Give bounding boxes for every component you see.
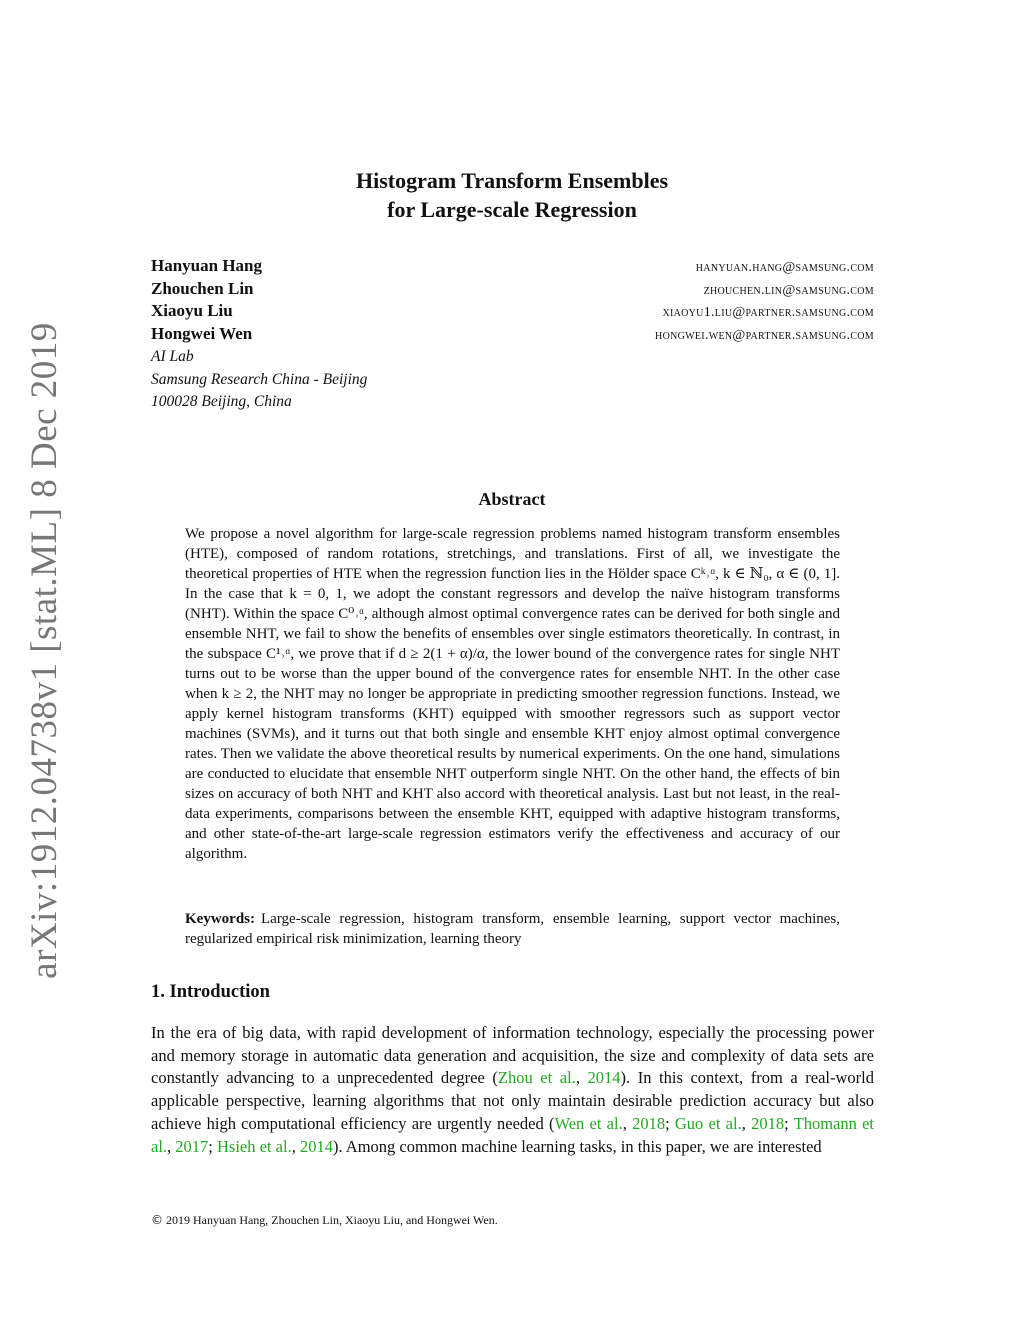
citation-link[interactable]: Wen et al. (554, 1113, 623, 1133)
author-block (151, 256, 874, 414)
affiliation-address: 100028 Beijing, China (151, 393, 292, 410)
citation-link[interactable]: Hsieh et al. (217, 1136, 292, 1156)
paper-title (0, 166, 1024, 224)
intro-text: In the era of big data, with rapid development of information technology, especially the processing power and memory storage in automatic data generation and acquisition, the size and complexity of data sets are constantly advancing to a unprecedented degree ( (151, 1023, 874, 1088)
keywords-text: Large-scale regression, histogram transform, ensemble learning, support vector machines, regularized empirical risk minimization, learning theory (185, 911, 840, 947)
affiliation-org: Samsung Research China - Beijing (151, 370, 368, 388)
citation-link[interactable]: Thomann et al. (151, 1113, 874, 1156)
abstract-text: We propose a novel algorithm for large-scale regression problems named histogram transform ensembles (HTE), composed of random rotations, stretchings, and translations. First of all, we investigate the theoretical properties of HTE when the regression function lies in the Hölder space Cᵏ˒ᵅ, k ∈ ℕ₀, α ∈ (0, 1]. In the case that k = 0, 1, we adopt the constant regressors and develop the naïve histogram transforms (NHT). Within the space C⁰˒ᵅ, although almost optimal convergence rates can be derived for both single and ensemble NHT, we fail to show the benefits of ensembles over single estimators theoretically. In contrast, in the subspace C¹˒ᵅ, we prove that if d ≥ 2(1 + α)/α, the lower bound of the convergence rates for single NHT turns out to be worse than the upper bound of the convergence rates for ensemble NHT. In the other case when k ≥ 2, the NHT may no longer be appropriate in predicting smoother regression functions. Instead, we apply kernel histogram transforms (KHT) equipped with smoother regressors such as support vector machines (SVMs), and it turns out that both single and ensemble KHT enjoy almost optimal convergence rates. Then we validate the above theoretical results by numerical experiments. On the one hand, simulations are conducted to elucidate that ensemble NHT outperform single NHT. On the other hand, the effects of bin sizes on accuracy of both NHT and KHT also accord with theoretical analysis. Last but not least, in the real-data experiments, comparisons between the ensemble KHT, equipped with adaptive histogram transforms, and other state-of-the-art large-scale regression estimators verify the effectiveness and accuracy of our algorithm. (185, 526, 840, 862)
citation-link[interactable]: 2018 (632, 1113, 666, 1133)
citation-link[interactable]: 2017 (175, 1136, 209, 1156)
copyright-symbol: © (151, 1213, 163, 1227)
author-email[interactable]: xiaoyu1.liu@partner.samsung.com (662, 305, 874, 320)
author-row (151, 279, 874, 302)
citation-link[interactable]: Zhou et al. (497, 1068, 576, 1088)
author-row (151, 324, 874, 347)
intro-text: ). Among common machine learning tasks, in this paper, we are interested (332, 1136, 822, 1156)
abstract-heading: Abstract (478, 489, 546, 509)
title-line-2: for Large-scale Regression (387, 197, 637, 222)
intro-text: ). In this context, from a real-world applicable perspective, learning algorithms that not only maintain desirable prediction accuracy but also achieve high computational efficiency are urgently needed ( (151, 1068, 874, 1133)
author-name: Hanyuan Hang (151, 256, 263, 275)
citation-link[interactable]: Guo et al. (674, 1113, 742, 1133)
author-email[interactable]: hanyuan.hang@samsung.com (695, 260, 874, 275)
author-name: Zhouchen Lin (151, 278, 254, 298)
title-line-1: Histogram Transform Ensembles (355, 168, 669, 193)
affiliation-lab: AI Lab (151, 348, 194, 365)
citation-link[interactable]: 2014 (299, 1136, 333, 1156)
author-email[interactable]: zhouchen.lin@samsung.com (703, 282, 874, 298)
keywords-label: Keywords: (185, 911, 255, 927)
author-name: Hongwei Wen (151, 323, 253, 343)
arxiv-stamp-text: arXiv:1912.04738v1 [stat.ML] 8 Dec 2019 (23, 321, 65, 979)
citation-link[interactable]: 2018 (751, 1113, 785, 1133)
intro-paragraph: In the era of big data, with rapid development of information technology, especially the processing power and memory storage in automatic data generation and acquisition, the size and complexity of data sets are constantly advancing to a unprecedented degree (Zhou et al., 2014). In this context, from a real-world applicable perspective, learning algorithms that not only maintain desirable prediction accuracy but also achieve high computational efficiency are urgently needed (Wen et al., 2018; Guo et al., 2018; Thomann et al., 2017; Hsieh et al., 2014). Among common machine learning tasks, in this paper, we are interested (151, 1023, 874, 1156)
author-row (151, 256, 874, 279)
author-name: Xiaoyu Liu (151, 301, 233, 320)
author-row (151, 301, 874, 324)
author-email[interactable]: hongwei.wen@partner.samsung.com (655, 327, 874, 343)
arxiv-stamp (22, 321, 66, 979)
keywords (185, 909, 840, 949)
copyright-footer (151, 1213, 498, 1228)
section-heading: 1. Introduction (151, 982, 270, 1002)
citation-link[interactable]: 2014 (587, 1068, 621, 1088)
copyright-text: 2019 Hanyuan Hang, Zhouchen Lin, Xiaoyu Liu, and Hongwei Wen. (166, 1213, 498, 1227)
